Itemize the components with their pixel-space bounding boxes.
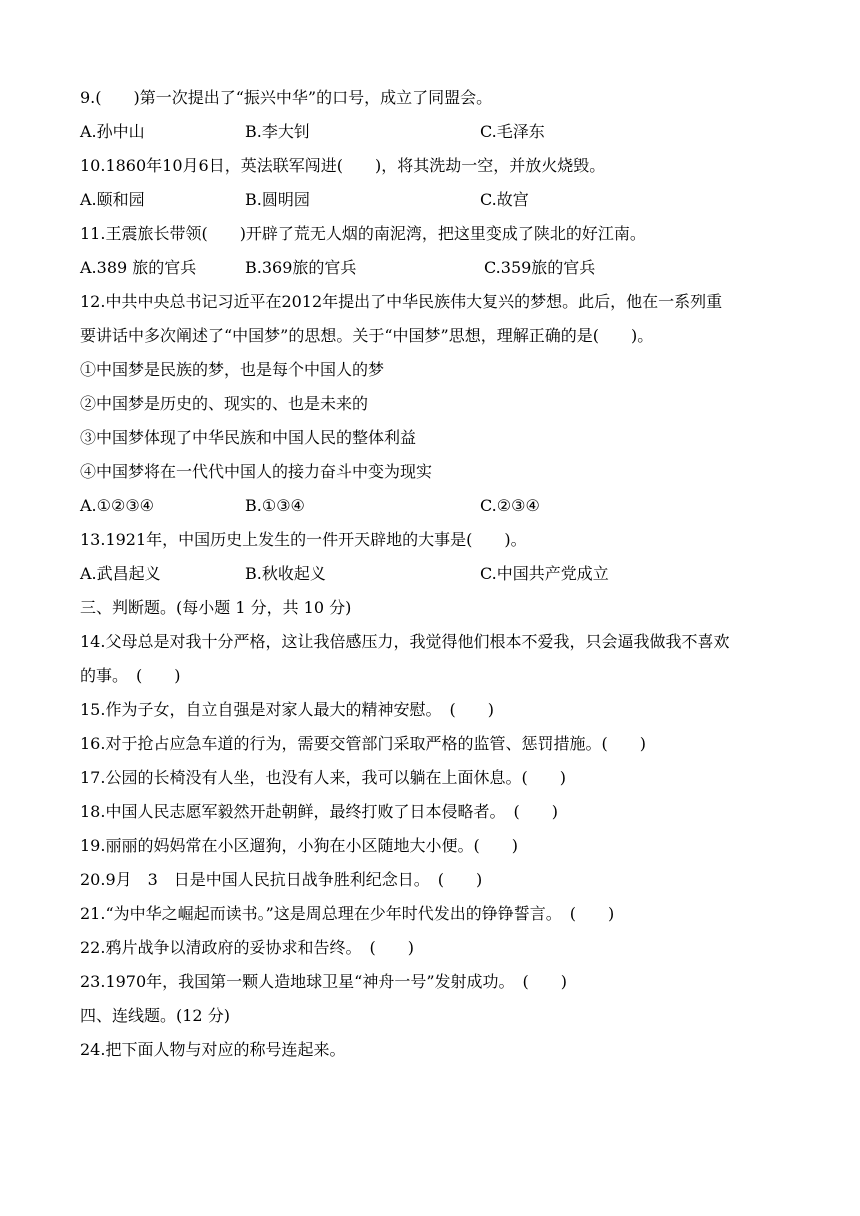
question-14-line-2: 的事。 ( ) <box>80 666 181 685</box>
section-4-heading: 四、连线题。(12 分) <box>80 1006 230 1025</box>
question-12-stem-line-1: 12.中共中央总书记习近平在2012年提出了中华民族伟大复兴的梦想。此后，他在一系列重 <box>80 292 723 311</box>
question-11-option-a: A.389 旅的官兵 <box>80 258 197 277</box>
question-9-stem: 9.( )第一次提出了“振兴中华”的口号，成立了同盟会。 <box>80 88 493 107</box>
question-18: 18.中国人民志愿军毅然开赴朝鲜，最终打败了日本侵略者。 ( ) <box>80 802 558 821</box>
question-12-option-b: B.①③④ <box>245 496 305 515</box>
question-20: 20.9月 3 日是中国人民抗日战争胜利纪念日。 ( ) <box>80 870 483 889</box>
question-12-statement-3: ③中国梦体现了中华民族和中国人民的整体利益 <box>80 428 417 447</box>
question-10-option-c: C.故宫 <box>480 190 529 209</box>
question-12-statement-1: ①中国梦是民族的梦，也是每个中国人的梦 <box>80 360 385 379</box>
question-21: 21.“为中华之崛起而读书。”这是周总理在少年时代发出的铮铮誓言。 ( ) <box>80 904 615 923</box>
question-13-option-c: C.中国共产党成立 <box>480 564 609 583</box>
question-22: 22.鸦片战争以清政府的妥协求和告终。 ( ) <box>80 938 414 957</box>
question-13-option-a: A.武昌起义 <box>80 564 161 583</box>
question-16: 16.对于抢占应急车道的行为，需要交管部门采取严格的监管、惩罚措施。( ) <box>80 734 646 753</box>
question-10-stem: 10.1860年10月6日，英法联军闯进( )，将其洗劫一空，并放火烧毁。 <box>80 156 606 175</box>
question-19: 19.丽丽的妈妈常在小区遛狗，小狗在小区随地大小便。( ) <box>80 836 518 855</box>
question-24: 24.把下面人物与对应的称号连起来。 <box>80 1040 346 1059</box>
question-12-option-c: C.②③④ <box>480 496 540 515</box>
question-9-option-a: A.孙中山 <box>80 122 145 141</box>
question-9-option-c: C.毛泽东 <box>480 122 545 141</box>
question-11-option-c: C.359旅的官兵 <box>484 258 596 277</box>
question-17: 17.公园的长椅没有人坐，也没有人来，我可以躺在上面休息。( ) <box>80 768 566 787</box>
question-11-stem: 11.王震旅长带领( )开辟了荒无人烟的南泥湾，把这里变成了陕北的好江南。 <box>80 224 646 243</box>
question-15: 15.作为子女，自立自强是对家人最大的精神安慰。 ( ) <box>80 700 494 719</box>
question-12-statement-4: ④中国梦将在一代代中国人的接力奋斗中变为现实 <box>80 462 433 481</box>
question-12-option-a: A.①②③④ <box>80 496 155 515</box>
question-11-option-b: B.369旅的官兵 <box>245 258 357 277</box>
question-12-stem-line-2: 要讲话中多次阐述了“中国梦”的思想。关于“中国梦”思想，理解正确的是( )。 <box>80 326 654 345</box>
question-10-option-b: B.圆明园 <box>245 190 310 209</box>
question-12-statement-2: ②中国梦是历史的、现实的、也是未来的 <box>80 394 369 413</box>
question-23: 23.1970年，我国第一颗人造地球卫星“神舟一号”发射成功。 ( ) <box>80 972 568 991</box>
question-9-option-b: B.李大钊 <box>245 122 310 141</box>
question-13-stem: 13.1921年，中国历史上发生的一件开天辟地的大事是( )。 <box>80 530 527 549</box>
question-13-option-b: B.秋收起义 <box>245 564 326 583</box>
section-3-heading: 三、判断题。(每小题 1 分，共 10 分) <box>80 598 352 617</box>
question-14-line-1: 14.父母总是对我十分严格，这让我倍感压力，我觉得他们根本不爱我，只会逼我做我不喜欢 <box>80 632 730 651</box>
question-10-option-a: A.颐和园 <box>80 190 145 209</box>
